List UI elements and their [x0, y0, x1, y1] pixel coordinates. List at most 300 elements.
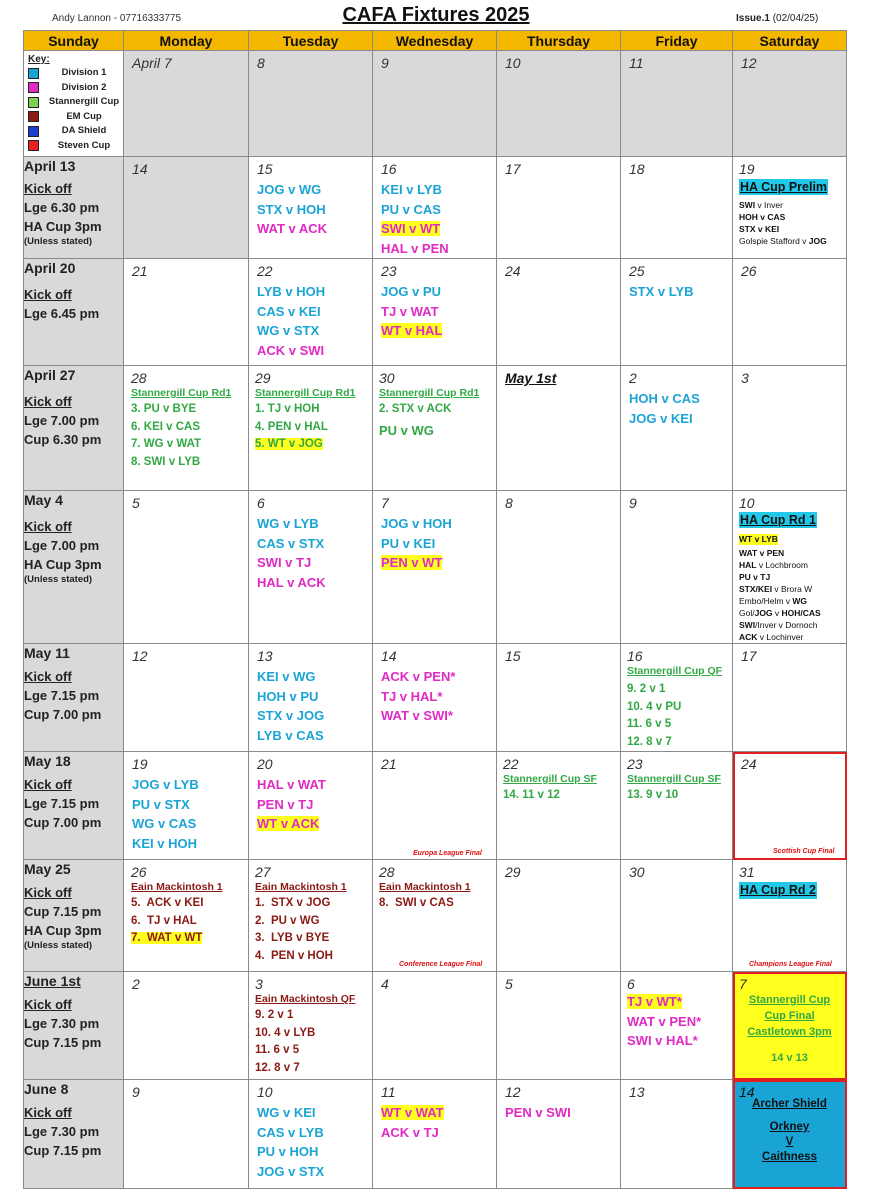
- day-cell: [373, 51, 497, 157]
- stannergill-round-heading: Stannergill Cup Rd1: [255, 387, 356, 399]
- day-cell: [373, 972, 497, 1080]
- ha-cup-fixture: ACK v Lochinver: [739, 632, 804, 642]
- day-cell: [249, 366, 373, 491]
- date-label: 3: [255, 976, 263, 992]
- week-row: [24, 860, 847, 972]
- day-cell: [249, 259, 373, 366]
- date-label: 27: [255, 864, 271, 880]
- day-cell: [497, 860, 621, 972]
- fixture: STX v JOG: [257, 708, 325, 723]
- week-row: [24, 366, 847, 491]
- fixture: 11. 6 v 5: [627, 718, 672, 730]
- highlighted-fixture: 7. WAT v WT: [131, 932, 203, 944]
- date-label: 17: [505, 161, 521, 177]
- week-row: [24, 1080, 847, 1189]
- kick-off-heading: Kick off: [24, 997, 72, 1012]
- page-title: CAFA Fixtures 2025: [342, 4, 530, 26]
- day-cell: [124, 860, 249, 972]
- fixture: JOG v LYB: [132, 777, 199, 792]
- date-label: 14: [132, 161, 148, 177]
- stannergill-round-heading: Stannergill Cup QF: [627, 665, 723, 677]
- cup-final-cell: [733, 972, 847, 1080]
- fixture: HOH v PU: [257, 688, 319, 704]
- day-cell: [621, 491, 733, 644]
- date-label: 26: [741, 263, 757, 279]
- day-header-wednesday: Wednesday: [373, 31, 497, 51]
- day-cell: [733, 366, 847, 491]
- day-cell: [373, 860, 497, 972]
- division-2-swatch: [28, 82, 39, 93]
- fixture: [131, 930, 248, 948]
- date-label: 12: [505, 1084, 521, 1100]
- cup-final-venue: Castletown 3pm: [747, 1026, 832, 1038]
- highlighted-fixture: SWI v WT: [381, 221, 441, 236]
- date-label: April 7: [132, 55, 172, 71]
- key-item-stannergill-cup: Stannergill Cup: [28, 95, 123, 110]
- em-cup-swatch: [28, 111, 39, 122]
- sunday-info-cell: [24, 366, 124, 491]
- date-label: 23: [627, 756, 643, 772]
- kick-off-heading: Kick off: [24, 181, 72, 196]
- ha-cup-fixture: SWI/Inver v Dornoch: [739, 620, 818, 630]
- day-cell: [621, 157, 733, 259]
- fixture: 3. PU v BYE: [131, 403, 197, 415]
- fixture: LYB v HOH: [257, 284, 326, 299]
- ha-cup-heading: HA Cup Rd 2: [740, 883, 816, 897]
- week-row: [24, 644, 847, 752]
- fixture: PEN v SWI: [505, 1105, 571, 1120]
- fixture: 4. PEN v HOH: [255, 949, 333, 962]
- sunday-info-cell: [24, 1080, 124, 1189]
- kick-off-heading: Kick off: [24, 885, 72, 900]
- date-label: 21: [381, 756, 397, 772]
- fixture: 7. WG v WAT: [131, 438, 202, 450]
- unless-stated-note: (Unless stated): [24, 940, 93, 951]
- cup-kick-off-time: HA Cup 3pm: [24, 219, 102, 234]
- date-label: 29: [255, 370, 271, 386]
- week-start-date: April 20: [24, 260, 76, 276]
- stannergill-round-heading: Stannergill Cup SF: [503, 773, 597, 785]
- ha-cup-fixture: Embo/Helm v WG: [739, 596, 808, 606]
- fixture: WG v CAS: [132, 816, 197, 831]
- day-cell: [249, 860, 373, 972]
- date-label: 16: [381, 161, 397, 177]
- date-label: 14: [739, 1084, 755, 1100]
- ha-cup-fixture: STX v KEI: [739, 224, 780, 234]
- fixture: [381, 553, 496, 573]
- kick-off-heading: Kick off: [24, 287, 72, 302]
- day-cell: [497, 51, 621, 157]
- day-cell: [621, 259, 733, 366]
- date-label: 22: [503, 756, 519, 772]
- fixture: KEI v WG: [257, 669, 316, 684]
- date-label: 14: [381, 648, 397, 664]
- date-label: 22: [257, 263, 273, 279]
- ha-cup-fixture: HOH v CAS: [739, 212, 786, 222]
- sunday-info-cell: [24, 972, 124, 1080]
- author-contact: Andy Lannon - 07716333775: [52, 13, 182, 24]
- week-start-date: June 8: [24, 1081, 69, 1097]
- date-label: 10: [739, 495, 755, 511]
- sunday-info-cell: [24, 157, 124, 259]
- week-start-date: April 13: [24, 158, 76, 174]
- fixture: HAL v PEN: [381, 240, 449, 256]
- day-cell: [249, 644, 373, 752]
- fixture: KEI v HOH: [132, 835, 198, 851]
- week-row: [24, 157, 847, 259]
- fixture: 1. TJ v HOH: [255, 403, 320, 415]
- ha-cup-fixture: SWI v Inver: [739, 200, 783, 210]
- kick-off-heading: Kick off: [24, 394, 72, 409]
- event-note: Champions League Final: [749, 961, 832, 968]
- date-label: 24: [741, 756, 757, 772]
- stannergill-cup-swatch: [28, 97, 39, 108]
- day-cell: [497, 259, 621, 366]
- week-row: [24, 491, 847, 644]
- day-cell: [733, 259, 847, 366]
- fixture: 6. KEI v CAS: [131, 420, 201, 433]
- fixture: 1. STX v JOG: [255, 897, 331, 909]
- week-start-date: May 25: [24, 861, 71, 877]
- stannergill-round-heading: Stannergill Cup Rd1: [379, 387, 480, 399]
- day-cell: [373, 157, 497, 259]
- fixture: 4. PEN v HAL: [255, 420, 328, 433]
- archer-shield-cell: [733, 1080, 847, 1189]
- key-cell: [24, 51, 124, 157]
- day-header-monday: Monday: [124, 31, 249, 51]
- day-cell: [124, 157, 249, 259]
- em-round-heading: Eain Mackintosh QF: [255, 993, 356, 1005]
- day-cell: [621, 366, 733, 491]
- da-shield-swatch: [28, 126, 39, 137]
- event-note: Conference League Final: [399, 961, 483, 968]
- cup-kick-off-time: Cup 7.00 pm: [24, 707, 102, 722]
- fixture: WG v KEI: [257, 1105, 316, 1120]
- cup-kick-off-time: Cup 7.15 pm: [24, 1035, 102, 1050]
- date-label: 26: [131, 864, 147, 880]
- fixture: WAT v ACK: [257, 221, 328, 236]
- fixture: 3. LYB v BYE: [255, 932, 330, 944]
- day-cell: [621, 1080, 733, 1189]
- date-label: 7: [739, 976, 747, 992]
- fixture: SWI v TJ: [257, 555, 312, 570]
- key-item-steven-cup: Steven Cup: [28, 139, 123, 154]
- date-label: 9: [381, 55, 389, 71]
- date-label: 11: [381, 1084, 396, 1100]
- day-cell: [621, 972, 733, 1080]
- fixture: JOG v HOH: [381, 516, 452, 531]
- day-cell: [249, 1080, 373, 1189]
- date-label: 28: [379, 864, 395, 880]
- fixture: [255, 436, 372, 454]
- stannergill-round-heading: Stannergill Cup SF: [627, 773, 721, 785]
- fixture: HAL v WAT: [257, 777, 326, 792]
- day-cell: [497, 644, 621, 752]
- date-label: 4: [381, 976, 389, 992]
- ha-cup-fixture: Golspie Stafford v JOG: [739, 236, 827, 246]
- date-label: 15: [505, 648, 521, 664]
- fixture: 8. SWI v LYB: [131, 455, 201, 468]
- date-label: 8: [505, 495, 513, 511]
- day-cell: [733, 752, 847, 860]
- fixture: PU v KEI: [381, 535, 436, 551]
- date-label: 5: [505, 976, 513, 992]
- fixture: 8. SWI v CAS: [379, 897, 454, 909]
- steven-cup-swatch: [28, 140, 39, 151]
- key-item-division-1: Division 1: [28, 66, 123, 81]
- week-start-date: May 11: [24, 645, 70, 661]
- fixture: 2. PU v WG: [255, 914, 320, 927]
- fixture: PU v WG: [379, 422, 434, 438]
- archer-shield-title: Archer Shield: [752, 1098, 827, 1110]
- fixture: [381, 321, 496, 341]
- day-cell: [249, 491, 373, 644]
- date-label: 16: [627, 648, 643, 664]
- fixture: JOG v PU: [381, 284, 441, 299]
- fixture: WG v STX: [257, 323, 320, 338]
- fixture: STX v HOH: [257, 201, 326, 217]
- day-cell: [733, 51, 847, 157]
- fixture: 9. 2 v 1: [255, 1009, 294, 1021]
- day-cell: [733, 860, 847, 972]
- day-cell: [124, 752, 249, 860]
- highlighted-fixture: WT v WAT: [381, 1105, 444, 1120]
- fixture: 10. 4 v PU: [627, 700, 682, 713]
- fixture: 10. 4 v LYB: [255, 1026, 316, 1039]
- event-note: Scottish Cup Final: [773, 848, 835, 855]
- fixture: 9. 2 v 1: [627, 683, 666, 695]
- fixture: WAT v PEN*: [627, 1013, 702, 1029]
- date-label: 30: [379, 370, 395, 386]
- date-label: 9: [132, 1084, 140, 1100]
- fixture: SWI v HAL*: [627, 1033, 698, 1048]
- date-label: 3: [741, 370, 749, 386]
- date-label: 8: [257, 55, 265, 71]
- fixture: KEI v LYB: [381, 182, 442, 197]
- day-cell: [733, 644, 847, 752]
- league-kick-off-time: Lge 6.45 pm: [24, 306, 100, 321]
- kick-off-heading: Kick off: [24, 1105, 72, 1120]
- fixture: WAT v SWI*: [381, 708, 453, 723]
- day-header-tuesday: Tuesday: [249, 31, 373, 51]
- fixtures-calendar: [23, 30, 847, 1189]
- league-kick-off-time: Lge 7.00 pm: [24, 413, 100, 428]
- day-header-row: [24, 31, 847, 51]
- fixture: JOG v WG: [257, 182, 322, 197]
- event-note: Europa League Final: [413, 850, 482, 857]
- fixture: 12. 8 v 7: [627, 735, 672, 748]
- fixture: TJ v WAT: [381, 303, 439, 319]
- fixture: STX v LYB: [629, 284, 694, 299]
- cup-kick-off-time: Cup 6.30 pm: [24, 432, 102, 447]
- fixture: 14. 11 v 12: [503, 789, 560, 801]
- date-label: 6: [627, 976, 635, 992]
- date-label: 18: [629, 161, 645, 177]
- fixture: CAS v LYB: [257, 1124, 324, 1140]
- em-round-heading: Eain Mackintosh 1: [255, 881, 347, 893]
- fixture: PU v STX: [132, 796, 190, 812]
- date-label: 12: [132, 648, 148, 664]
- day-cell: [124, 972, 249, 1080]
- cup-kick-off-time: Cup 7.15 pm: [24, 1143, 102, 1158]
- key-item-division-2: Division 2: [28, 81, 123, 96]
- fixture: CAS v STX: [257, 535, 325, 551]
- week-start-date: May 18: [24, 753, 71, 769]
- sunday-info-cell: [24, 491, 124, 644]
- ha-cup-heading: HA Cup Prelim: [740, 180, 828, 194]
- issue-info: [736, 13, 818, 24]
- day-cell: [124, 259, 249, 366]
- kick-off-heading: Kick off: [24, 777, 72, 792]
- day-cell: [124, 491, 249, 644]
- date-label: 6: [257, 495, 265, 511]
- day-cell: [621, 51, 733, 157]
- cup-final-fixture: 14 v 13: [771, 1052, 808, 1064]
- ha-cup-kick-off-time: HA Cup 3pm: [24, 923, 102, 938]
- week-row: [24, 972, 847, 1080]
- cup-kick-off-time: Cup 7.15 pm: [24, 904, 102, 919]
- fixture: 13. 9 v 10: [627, 789, 679, 801]
- day-cell: [497, 491, 621, 644]
- ha-cup-fixture: Gol/JOG v HOH/CAS: [739, 608, 821, 618]
- date-label: 5: [132, 495, 140, 511]
- day-cell: [249, 752, 373, 860]
- fixture: [381, 219, 496, 239]
- ha-cup-fixture: PU v TJ: [739, 572, 771, 582]
- day-cell: [733, 157, 847, 259]
- date-label: 19: [739, 161, 755, 177]
- date-label: 21: [132, 263, 148, 279]
- date-label: 17: [741, 648, 757, 664]
- week-start-date: April 27: [24, 367, 76, 383]
- fixture: 5. ACK v KEI: [131, 897, 204, 909]
- versus-label: V: [785, 1136, 794, 1148]
- date-label: 25: [629, 263, 645, 279]
- fixture: 6. TJ v HAL: [131, 914, 197, 927]
- em-round-heading: Eain Mackintosh 1: [379, 881, 471, 893]
- day-cell: [249, 972, 373, 1080]
- date-label: 23: [381, 263, 397, 279]
- day-cell: [497, 752, 621, 860]
- day-cell: [373, 752, 497, 860]
- day-cell: [373, 491, 497, 644]
- league-kick-off-time: Lge 7.15 pm: [24, 796, 100, 811]
- day-cell: [373, 644, 497, 752]
- issue-date: (02/04/25): [772, 13, 819, 24]
- day-cell: [124, 51, 249, 157]
- date-label: 10: [505, 55, 521, 71]
- stannergill-round-heading: Stannergill Cup Rd1: [131, 387, 232, 399]
- em-round-heading: Eain Mackintosh 1: [131, 881, 223, 893]
- day-header-friday: Friday: [621, 31, 733, 51]
- kick-off-heading: Kick off: [24, 519, 72, 534]
- sunday-info-cell: [24, 259, 124, 366]
- day-cell: [497, 1080, 621, 1189]
- key-item-da-shield: DA Shield: [28, 124, 123, 139]
- highlighted-fixture: 5. WT v JOG: [255, 438, 323, 450]
- unless-stated-note: (Unless stated): [24, 574, 93, 585]
- fixture: JOG v KEI: [629, 410, 693, 426]
- highlighted-fixture: PEN v WT: [381, 555, 443, 570]
- week-row: [24, 752, 847, 860]
- day-cell: [497, 972, 621, 1080]
- day-cell: [124, 366, 249, 491]
- day-cell: [373, 1080, 497, 1189]
- date-label: 24: [505, 263, 521, 279]
- date-label: 31: [739, 864, 755, 880]
- cup-kick-off-time: Cup 7.00 pm: [24, 815, 102, 830]
- date-label: 11: [629, 55, 644, 71]
- cup-kick-off-time: HA Cup 3pm: [24, 557, 102, 572]
- day-cell: [124, 644, 249, 752]
- highlighted-fixture: WT v LYB: [739, 534, 778, 544]
- league-kick-off-time: Lge 7.00 pm: [24, 538, 100, 553]
- fixture: ACK v SWI: [257, 342, 325, 358]
- league-kick-off-time: Lge 7.30 pm: [24, 1016, 100, 1031]
- day-header-thursday: Thursday: [497, 31, 621, 51]
- date-label: 10: [257, 1084, 273, 1100]
- fixture: [627, 992, 732, 1012]
- day-cell: [621, 644, 733, 752]
- league-kick-off-time: Lge 6.30 pm: [24, 200, 100, 215]
- fixture: HOH v CAS: [629, 391, 700, 406]
- cup-final-title: Stannergill Cup: [748, 994, 831, 1006]
- fixture: ACK v TJ: [381, 1124, 439, 1140]
- day-cell: [733, 491, 847, 644]
- week-start-date: June 1st: [24, 973, 81, 989]
- kick-off-heading: Kick off: [24, 669, 72, 684]
- date-label: 13: [257, 648, 273, 664]
- fixture: TJ v HAL*: [381, 688, 443, 704]
- ha-cup-fixture: HAL v Lochbroom: [739, 560, 808, 570]
- date-label: 13: [629, 1084, 645, 1100]
- league-kick-off-time: Lge 7.30 pm: [24, 1124, 100, 1139]
- fixture: 11. 6 v 5: [255, 1044, 300, 1056]
- fixture: [257, 814, 372, 834]
- date-label: 2: [132, 976, 140, 992]
- sunday-info-cell: [24, 752, 124, 860]
- fixture: PU v CAS: [381, 201, 441, 217]
- date-label: 19: [132, 756, 148, 772]
- fixture: 12. 8 v 7: [255, 1061, 300, 1074]
- highlighted-fixture: WT v HAL: [381, 323, 443, 338]
- unless-stated-note: (Unless stated): [24, 236, 93, 247]
- fixture: PEN v TJ: [257, 796, 314, 812]
- key-item-em-cup: EM Cup: [28, 110, 123, 125]
- day-cell: [497, 366, 621, 491]
- league-kick-off-time: Lge 7.15 pm: [24, 688, 100, 703]
- fixture: LYB v CAS: [257, 727, 324, 743]
- highlighted-fixture: TJ v WT*: [627, 994, 682, 1009]
- date-label: 9: [629, 495, 637, 511]
- division-1-swatch: [28, 68, 39, 79]
- day-cell: [621, 752, 733, 860]
- date-label: 2: [629, 370, 637, 386]
- day-header-sunday: Sunday: [24, 31, 124, 51]
- fixture: PU v HOH: [257, 1144, 319, 1159]
- fixture: ACK v PEN*: [381, 669, 456, 684]
- date-label: May 1st: [505, 370, 557, 386]
- date-label: 15: [257, 161, 273, 177]
- date-label: 12: [741, 55, 757, 71]
- ha-cup-heading: HA Cup Rd 1: [740, 513, 816, 527]
- day-header-saturday: Saturday: [733, 31, 847, 51]
- team-caithness: Caithness: [762, 1151, 817, 1163]
- date-label: 20: [257, 756, 273, 772]
- fixture: WG v LYB: [257, 516, 319, 531]
- date-label: 28: [131, 370, 147, 386]
- date-label: 30: [629, 864, 645, 880]
